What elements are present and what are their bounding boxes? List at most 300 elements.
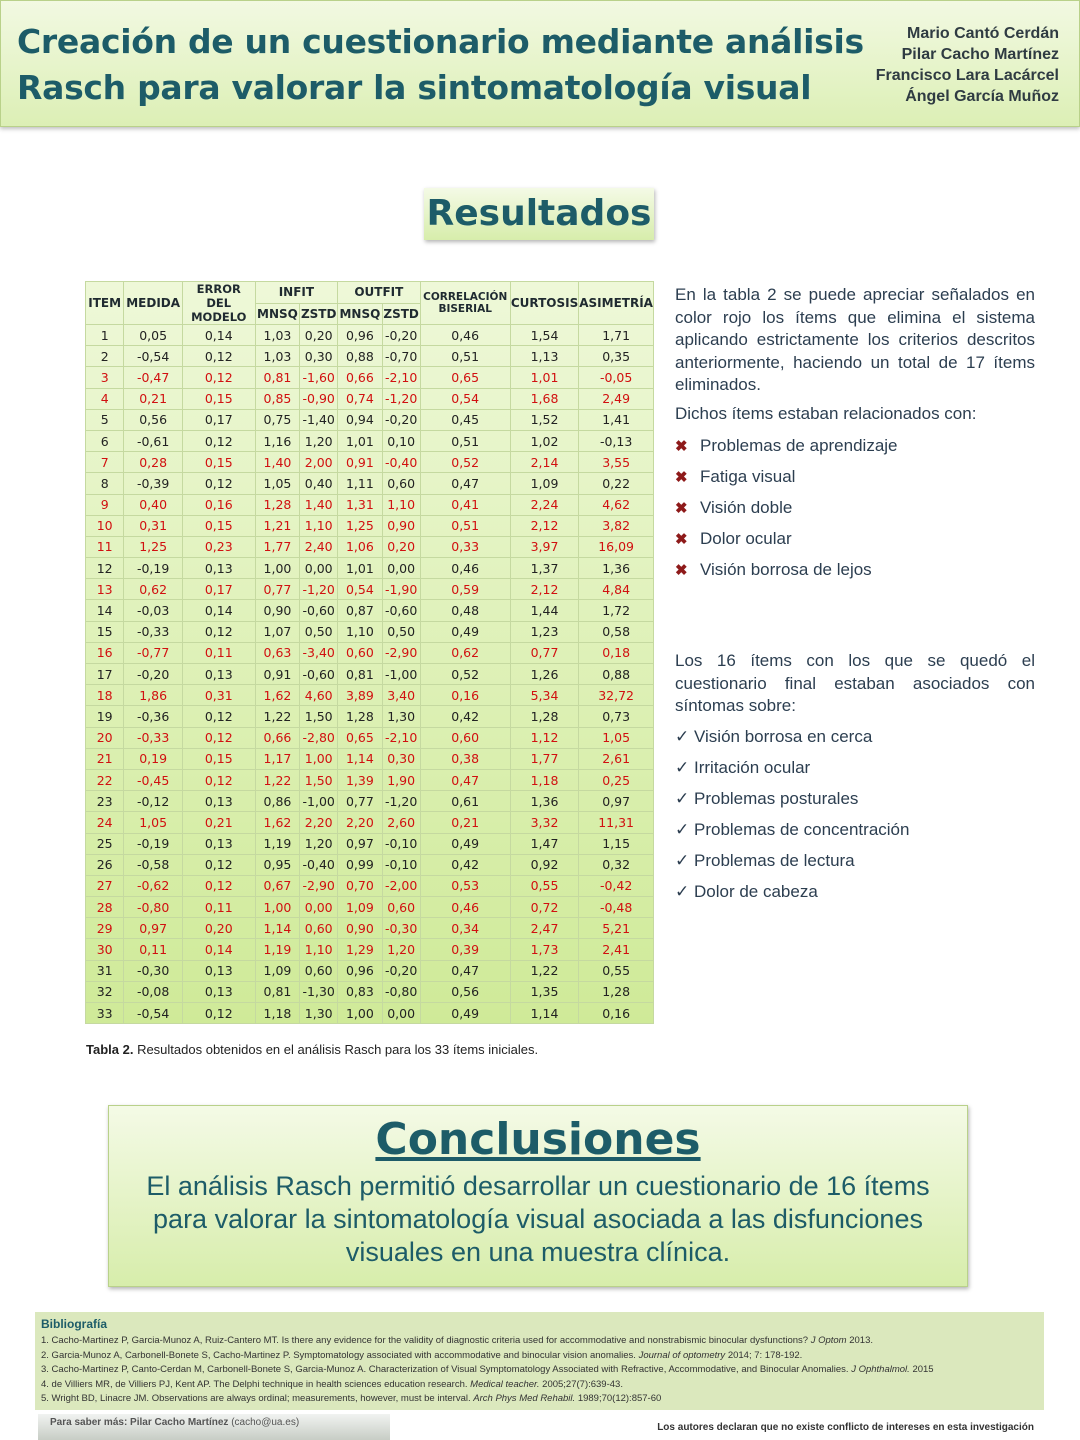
table-cell: 13 [86,579,124,600]
table-cell: 0,13 [182,558,255,579]
table-cell: 0,34 [420,918,510,939]
table-cell: 1,52 [510,409,578,430]
author-name: Mario Cantó Cerdán [906,25,1059,42]
table-cell: 0,63 [255,642,300,663]
table-cell: 0,19 [124,748,183,769]
table-cell: 1,09 [510,473,578,494]
table-cell: 3,40 [382,685,420,706]
table-cell: 15 [86,621,124,642]
table-cell: -0,58 [124,854,183,875]
table-cell: 0,99 [338,854,383,875]
table-cell: 0,16 [182,494,255,515]
table-cell: -0,40 [300,854,338,875]
table-cell: 9 [86,494,124,515]
table-cell: 0,50 [382,621,420,642]
table-cell: 4,60 [300,685,338,706]
table-cell: -1,20 [382,791,420,812]
table-cell: 0,14 [182,939,255,960]
conclusions-box [108,1105,968,1287]
table-cell: 1,22 [255,706,300,727]
table-cell: -0,20 [382,325,420,346]
table-cell: 0,12 [182,706,255,727]
table-row [86,748,654,769]
poster-header [0,0,1080,127]
results-paragraph-3: Los 16 ítems con los que se quedó el cuestionario final estaban asociados con síntomas sobre: [675,651,1035,715]
table-cell: 1,12 [510,727,578,748]
table-cell: 3,55 [579,452,654,473]
cross-icon: ✖ [675,469,688,486]
table-cell: 1,06 [338,536,383,557]
table-row [86,409,654,430]
table-cell: 0,38 [420,748,510,769]
table-cell: 0,15 [182,748,255,769]
table-cell: 1,00 [255,558,300,579]
table-cell: 1,10 [300,939,338,960]
table-cell: 2,20 [300,812,338,833]
table-cell: 0,70 [338,875,383,896]
check-icon: ✓ [675,882,690,901]
table-cell: 1,36 [510,791,578,812]
table-cell: -0,20 [382,409,420,430]
table-cell: 3,32 [510,812,578,833]
header-error: ERROR DEL MODELO [182,282,255,325]
reference-item: 4. de Villiers MR, de Villiers PJ, Kent AP. The Delphi technique in health sciences education research. Medical teacher. 2005;27(7):639-43. [41,1378,623,1390]
list-item [675,757,1035,788]
table-cell: 21 [86,748,124,769]
table-row [86,960,654,981]
table-cell: 1,25 [124,536,183,557]
author-list [876,23,1059,107]
table-row [86,727,654,748]
table-cell: 1,47 [510,833,578,854]
table-cell: 0,12 [182,621,255,642]
table-cell: 1,28 [338,706,383,727]
table-cell: 1,18 [255,1003,300,1024]
table-row [86,473,654,494]
cross-icon: ✖ [675,562,688,579]
table-cell: 11,31 [579,812,654,833]
table-cell: -1,60 [300,367,338,388]
table-cell: 0,50 [300,621,338,642]
table-cell: 1,17 [255,748,300,769]
table-row [86,430,654,451]
list-item-label: Dolor ocular [700,529,792,548]
table-cell: 0,15 [182,388,255,409]
table-cell: 0,52 [420,664,510,685]
title-line-1: Creación de un cuestionario mediante análisis [17,22,864,61]
table-cell: 1,22 [255,769,300,790]
table-cell: 0,92 [510,854,578,875]
table-cell: 31 [86,960,124,981]
table-cell: 32 [86,981,124,1002]
table-cell: 1,77 [255,536,300,557]
table-cell: 0,97 [338,833,383,854]
table-cell: 0,51 [420,430,510,451]
list-item [675,819,1035,850]
table-cell: 11 [86,536,124,557]
table-cell: 0,53 [420,875,510,896]
table-cell: 1,16 [255,430,300,451]
table-cell: -0,40 [382,452,420,473]
table-cell: 1,39 [338,769,383,790]
table-cell: -0,33 [124,727,183,748]
table-cell: 0,52 [420,452,510,473]
table-cell: 0,46 [420,897,510,918]
table-cell: 0,65 [338,727,383,748]
table-cell: -0,70 [382,346,420,367]
table-cell: 1,50 [300,706,338,727]
table-cell: 0,32 [579,854,654,875]
table-cell: -1,20 [300,579,338,600]
table-cell: 30 [86,939,124,960]
table-cell: 1,05 [124,812,183,833]
table-cell: 1,09 [338,897,383,918]
table-cell: 0,60 [382,897,420,918]
table-cell: -3,40 [300,642,338,663]
table-cell: 0,54 [338,579,383,600]
bibliography-heading: Bibliografía [41,1317,108,1331]
contact-email[interactable]: (cacho@ua.es) [228,1417,300,1428]
table-cell: 0,83 [338,981,383,1002]
table-cell: 0,77 [255,579,300,600]
table-cell: 1,28 [510,706,578,727]
table-cell: 0,12 [182,769,255,790]
table-cell: 0,55 [579,960,654,981]
table-cell: 26 [86,854,124,875]
table-cell: -0,45 [124,769,183,790]
table-cell: 27 [86,875,124,896]
list-item-label: Fatiga visual [700,467,796,486]
table-cell: 0,62 [420,642,510,663]
bibliography-box [35,1312,1044,1410]
table-row [86,558,654,579]
list-item-label: Visión borrosa de lejos [700,560,872,579]
table-cell: 1,14 [338,748,383,769]
table-cell: 0,45 [420,409,510,430]
table-row [86,769,654,790]
table-cell: 0,33 [420,536,510,557]
table-cell: 1,15 [579,833,654,854]
table-cell: -0,60 [300,664,338,685]
table-cell: 0,14 [182,325,255,346]
table-cell: 1,73 [510,939,578,960]
table-cell: 20 [86,727,124,748]
table-cell: 2,60 [382,812,420,833]
table-cell: 2,41 [579,939,654,960]
table-row [86,664,654,685]
table-cell: 2,12 [510,515,578,536]
table-cell: 0,11 [182,897,255,918]
table-cell: -0,48 [579,897,654,918]
table-cell: 0,00 [382,558,420,579]
table-cell: 1,21 [255,515,300,536]
table-cell: 1,10 [300,515,338,536]
table-cell: 3,82 [579,515,654,536]
table-row [86,642,654,663]
table-cell: 1,77 [510,748,578,769]
table-cell: -0,05 [579,367,654,388]
table-cell: -1,20 [382,388,420,409]
table-cell: 1,10 [338,621,383,642]
table-cell: 0,85 [255,388,300,409]
cross-icon: ✖ [675,438,688,455]
check-icon: ✓ [675,758,690,777]
table-row [86,854,654,875]
table-cell: 0,40 [300,473,338,494]
table-cell: 0,31 [124,515,183,536]
table-cell: 1,20 [300,833,338,854]
table-cell: 4 [86,388,124,409]
table-cell: 0,46 [420,325,510,346]
table-cell: 1,72 [579,600,654,621]
table-cell: 0,96 [338,960,383,981]
table-cell: 1,40 [300,494,338,515]
table-cell: 1,35 [510,981,578,1002]
check-icon: ✓ [675,727,690,746]
table-cell: 1,05 [255,473,300,494]
table-cell: 2,00 [300,452,338,473]
table-cell: 8 [86,473,124,494]
list-item-label: Dolor de cabeza [694,882,818,901]
table-cell: 1,62 [255,812,300,833]
table-cell: 0,81 [255,367,300,388]
table-cell: 0,59 [420,579,510,600]
table-cell: -1,00 [382,664,420,685]
table-cell: 1,41 [579,409,654,430]
table-cell: 2,24 [510,494,578,515]
header-outfit-zstd: ZSTD [382,303,420,325]
table-row [86,812,654,833]
table-cell: 0,88 [579,664,654,685]
table-cell: 1,14 [255,918,300,939]
table-cell: 0,49 [420,621,510,642]
table-cell: 1,18 [510,769,578,790]
table-cell: 0,42 [420,706,510,727]
table-cell: 0,13 [182,791,255,812]
header-infit-zstd: ZSTD [300,303,338,325]
table-cell: -0,20 [124,664,183,685]
table-cell: 1,19 [255,833,300,854]
cross-icon: ✖ [675,500,688,517]
list-item-label: Visión doble [700,498,793,517]
table-cell: 1,90 [382,769,420,790]
table-cell: 0,12 [182,1003,255,1024]
table-cell: 0,95 [255,854,300,875]
table-cell: 0,65 [420,367,510,388]
table-cell: 0,13 [182,960,255,981]
table-row [86,579,654,600]
header-infit-mnsq: MNSQ [255,303,300,325]
table-cell: 1,00 [300,748,338,769]
list-item-label: Irritación ocular [694,758,811,777]
kept-items-list [675,726,1035,912]
table-cell: 5,34 [510,685,578,706]
table-cell: 0,28 [124,452,183,473]
table-cell: 2,49 [579,388,654,409]
list-item [675,466,1035,497]
table-cell: 0,00 [300,897,338,918]
header-medida: MEDIDA [124,282,183,325]
table-cell: 0,21 [124,388,183,409]
table-cell: 1,28 [579,981,654,1002]
table-cell: 0,47 [420,473,510,494]
table-cell: 24 [86,812,124,833]
table-cell: 0,74 [338,388,383,409]
table-cell: 0,12 [182,367,255,388]
check-icon: ✓ [675,820,690,839]
table-cell: 1,03 [255,325,300,346]
table-cell: 1,44 [510,600,578,621]
table-cell: 0,96 [338,325,383,346]
table-cell: -0,80 [124,897,183,918]
table-cell: -0,03 [124,600,183,621]
table-row [86,897,654,918]
header-infit: INFIT [255,282,337,304]
table-cell: 10 [86,515,124,536]
table-cell: 1,01 [338,558,383,579]
table-cell: 0,51 [420,346,510,367]
table-cell: -0,39 [124,473,183,494]
bibliography-list [41,1334,1041,1407]
table-cell: 0,10 [382,430,420,451]
table-cell: 2,47 [510,918,578,939]
table-row [86,706,654,727]
table-row [86,536,654,557]
table-row [86,918,654,939]
table-row [86,494,654,515]
table-cell: 0,12 [182,430,255,451]
table-cell: 0,87 [338,600,383,621]
table-cell: 1,26 [510,664,578,685]
table-cell: 0,30 [300,346,338,367]
table-cell: -1,30 [300,981,338,1002]
table-cell: 0,23 [182,536,255,557]
table-cell: 0,22 [579,473,654,494]
table-cell: 0,00 [300,558,338,579]
table-cell: 2,40 [300,536,338,557]
table-cell: 12 [86,558,124,579]
table-cell: -0,08 [124,981,183,1002]
table-cell: 0,55 [510,875,578,896]
table-cell: 0,60 [300,960,338,981]
table-cell: 0,73 [579,706,654,727]
table-cell: -2,90 [382,642,420,663]
table-cell: 1,22 [510,960,578,981]
table-cell: 0,91 [255,664,300,685]
contact-banner [38,1414,390,1440]
table-cell: 0,11 [182,642,255,663]
table-row [86,875,654,896]
table-cell: 1,14 [510,1003,578,1024]
table-cell: -0,19 [124,558,183,579]
table-cell: 0,18 [579,642,654,663]
header-item: ITEM [86,282,124,325]
table-cell: -0,47 [124,367,183,388]
table-cell: 4,62 [579,494,654,515]
table-cell: 1,03 [255,346,300,367]
table-cell: 0,12 [182,727,255,748]
table-cell: 0,16 [420,685,510,706]
table-cell: 0,56 [420,981,510,1002]
table-cell: 0,16 [579,1003,654,1024]
table-cell: -0,19 [124,833,183,854]
list-item [675,788,1035,819]
table-cell: 0,17 [182,409,255,430]
table-cell: 3,89 [338,685,383,706]
table-cell: 0,90 [338,918,383,939]
table-cell: 0,20 [382,536,420,557]
conclusions-heading: Conclusiones [375,1114,701,1165]
table-cell: 2,20 [338,812,383,833]
header-curtosis: CURTOSIS [510,282,578,325]
table-cell: 0,49 [420,833,510,854]
table-cell: 0,49 [420,1003,510,1024]
table-cell: 0,60 [300,918,338,939]
table-cell: 19 [86,706,124,727]
table-cell: 0,90 [382,515,420,536]
table-cell: -2,10 [382,727,420,748]
table-cell: 1,01 [510,367,578,388]
table-cell: 2,14 [510,452,578,473]
table-cell: 2,61 [579,748,654,769]
caption-label: Tabla 2. [86,1042,134,1057]
table-cell: 1,20 [300,430,338,451]
table-row [86,452,654,473]
table-cell: 1,54 [510,325,578,346]
table-cell: 4,84 [579,579,654,600]
table-row [86,1003,654,1024]
results-heading: Resultados [424,188,654,240]
table-cell: 0,25 [579,769,654,790]
table-cell: 1,05 [579,727,654,748]
table-cell: 0,86 [255,791,300,812]
table-cell: 0,62 [124,579,183,600]
conflict-disclaimer: Los autores declaran que no existe conflicto de intereses en esta investigación [657,1422,1034,1433]
table-cell: 0,20 [182,918,255,939]
table-cell: 18 [86,685,124,706]
table-cell: 1,37 [510,558,578,579]
table-cell: 0,05 [124,325,183,346]
table-cell: 0,72 [510,897,578,918]
table-row [86,621,654,642]
reference-item: 3. Cacho-Martinez P, Canto-Cerdan M, Carbonell-Bonete S, Garcia-Munoz A. Characterization of Visual Symptomatology Associated with Refractive, Accommodative, and Binocular Anomalies. J Ophthalmol. 2015 [41,1364,934,1376]
table-cell: 0,15 [182,452,255,473]
table-cell: 0,13 [182,833,255,854]
table-cell: 0,12 [182,346,255,367]
table-caption [86,1042,538,1057]
table-cell: 22 [86,769,124,790]
header-correlacion: CORRELACIÓN BISERIAL [420,282,510,325]
table-cell: 0,54 [420,388,510,409]
table-cell: -2,80 [300,727,338,748]
table-cell: 0,47 [420,769,510,790]
table-cell: 1,71 [579,325,654,346]
table-cell: 1,10 [382,494,420,515]
table-cell: 0,77 [338,791,383,812]
reference-item: 5. Wright BD, Linacre JM. Observations are always ordinal; measurements, however, must be interval. Arch Phys Med Rehabil. 1989;70(12):857-60 [41,1393,662,1405]
table-cell: -0,10 [382,854,420,875]
table-cell: 0,17 [182,579,255,600]
list-item [675,850,1035,881]
table-cell: -0,12 [124,791,183,812]
table-cell: 25 [86,833,124,854]
table-cell: 2,12 [510,579,578,600]
table-cell: -2,10 [382,367,420,388]
table-cell: -0,42 [579,875,654,896]
table-cell: 0,31 [182,685,255,706]
table-cell: 33 [86,1003,124,1024]
table-cell: 0,46 [420,558,510,579]
